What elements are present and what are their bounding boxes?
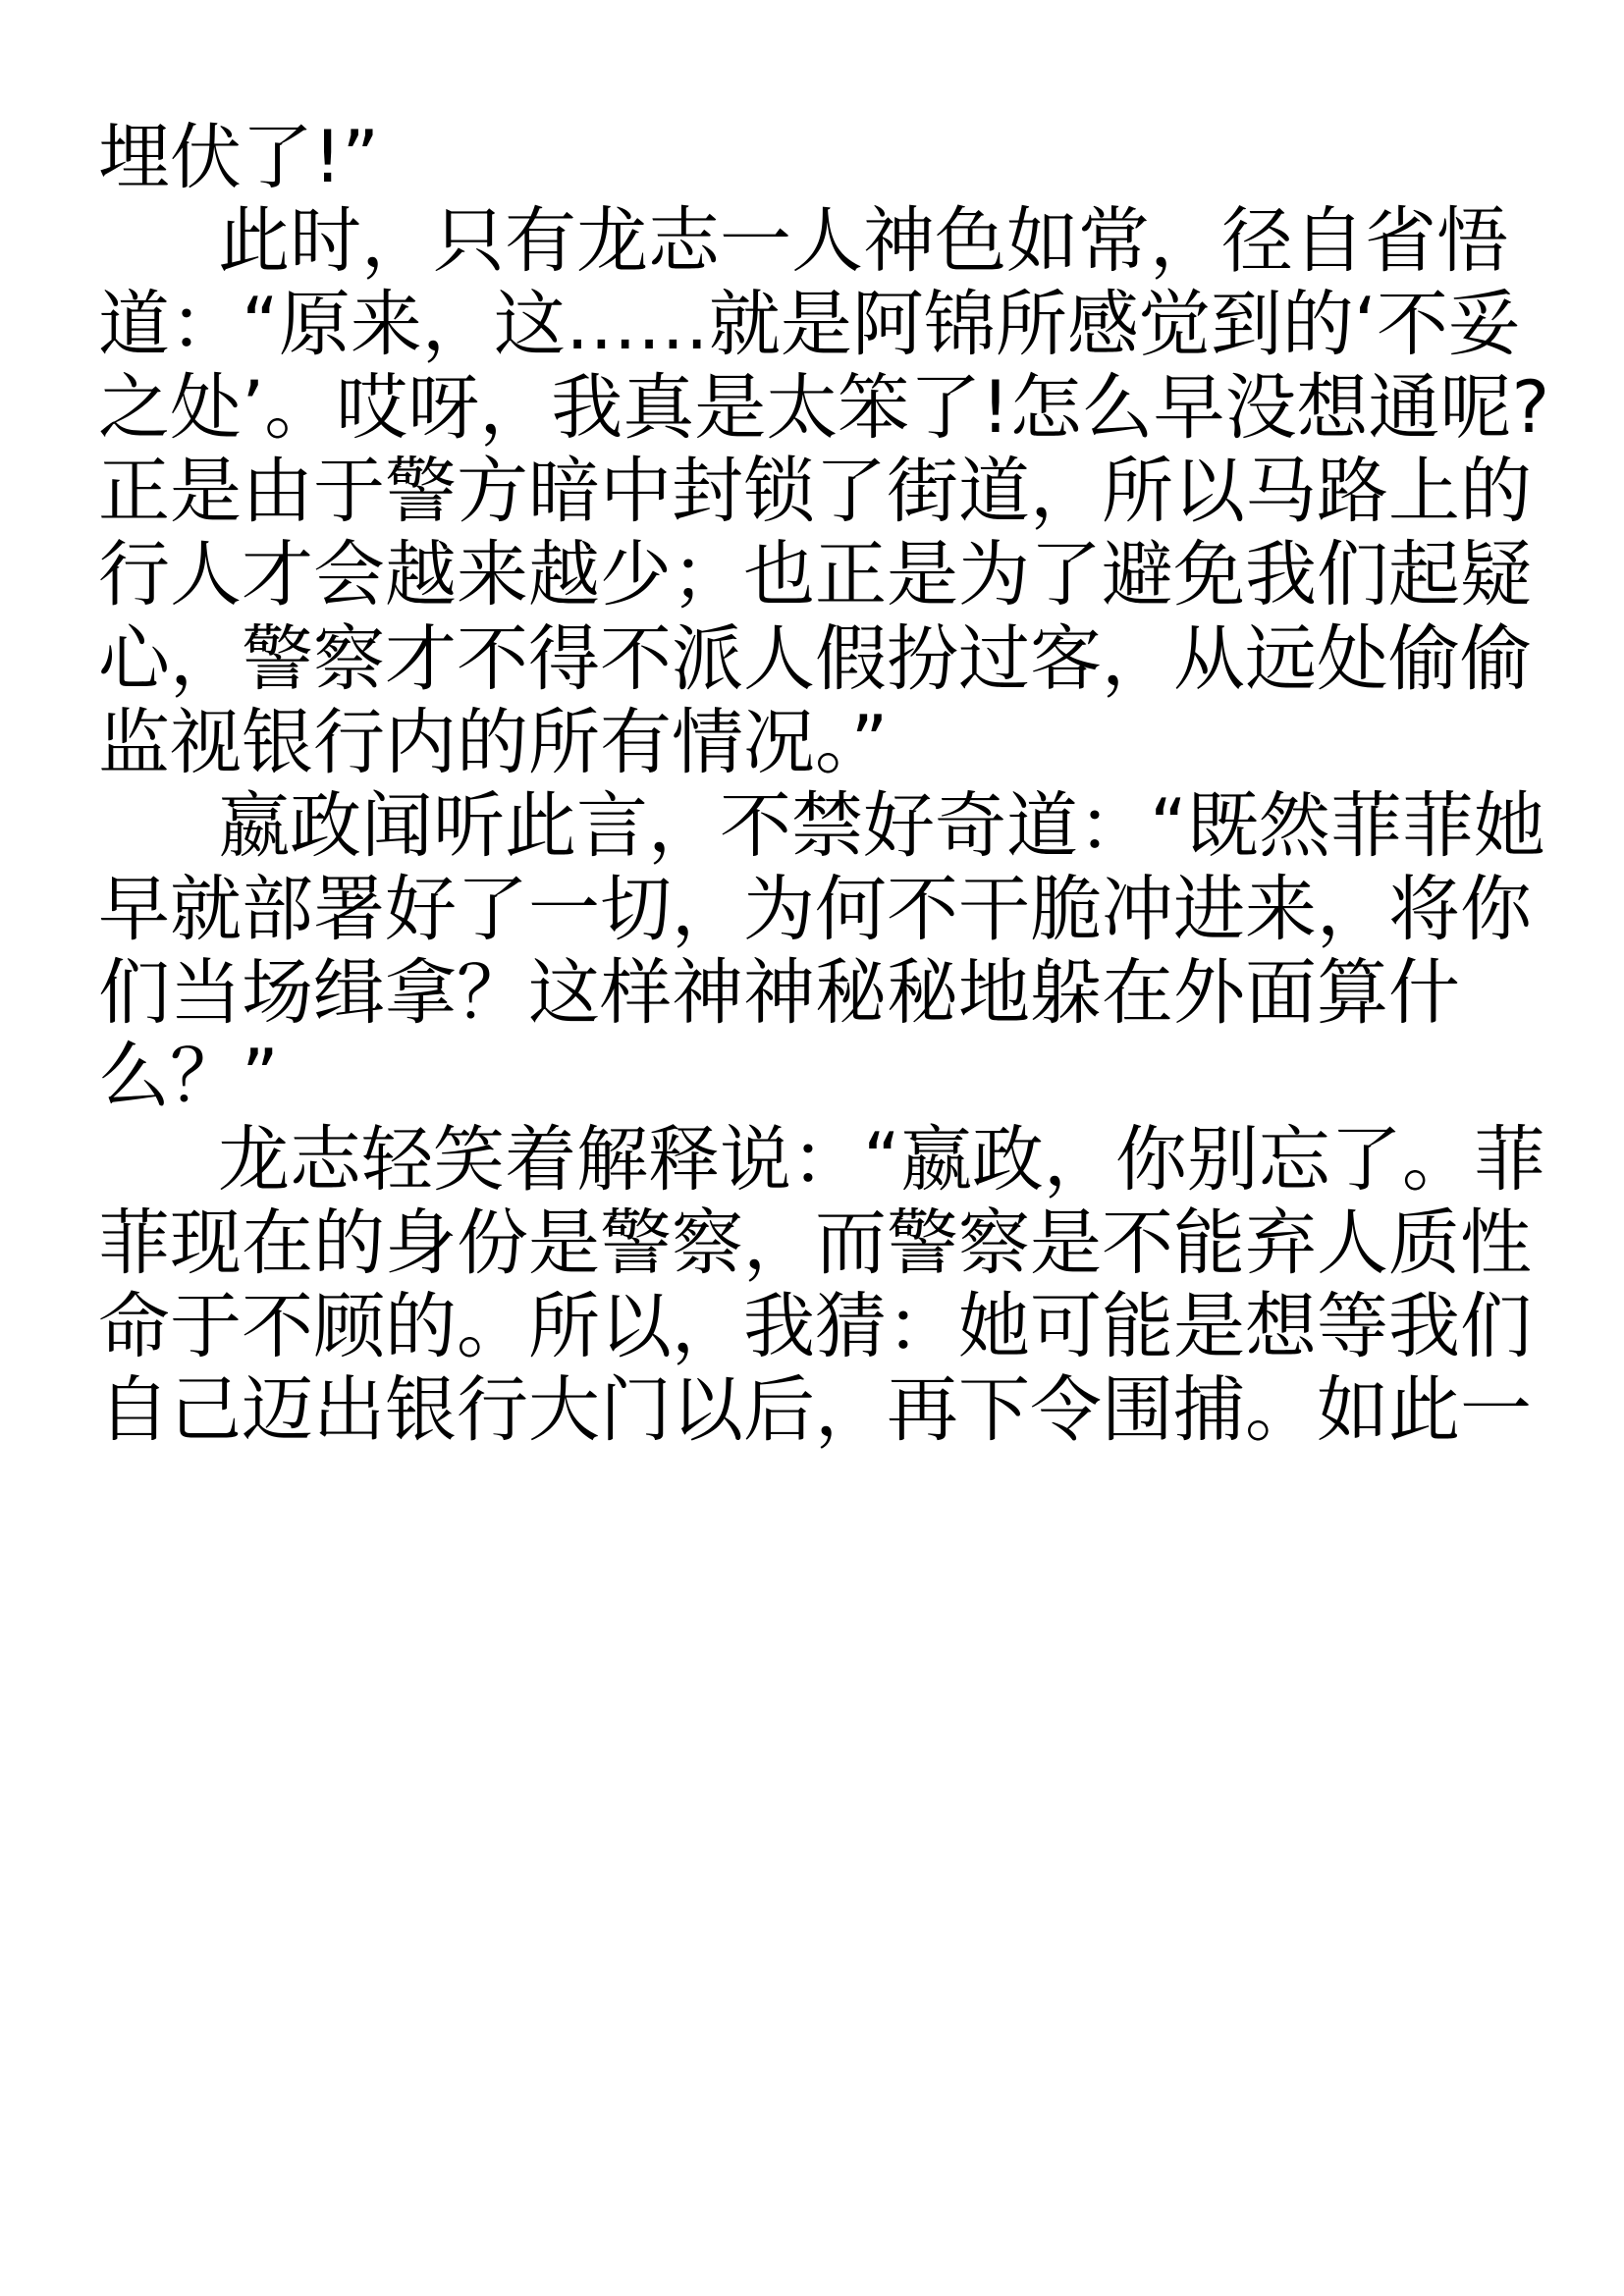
text-line: 监视银行内的所有情况。” — [98, 700, 889, 784]
text-line: 行人才会越来越少；也正是为了避免我们起疑 — [98, 533, 1532, 617]
text-line: 嬴政闻听此言，不禁好奇道：“既然菲菲她 — [218, 783, 1545, 868]
text-line: 命于不顾的。所以，我猜：她可能是想等我们 — [98, 1285, 1532, 1369]
text-line: 正是由于警方暗中封锁了街道，所以马路上的 — [98, 450, 1532, 534]
text-line: 早就部署好了一切，为何不干脆冲进来，将你 — [98, 867, 1532, 951]
text-line: 埋伏了!” — [98, 116, 380, 199]
text-line: 道：“原来，这……就是阿锦所感觉到的‘不妥 — [98, 283, 1521, 367]
text-line: 们当场缉拿？这样神神秘秘地躲在外面算什 — [98, 950, 1460, 1035]
text-line: 菲现在的身份是警察，而警察是不能弃人质性 — [98, 1201, 1532, 1286]
text-line: 此时，只有龙志一人神色如常，径自省悟 — [218, 199, 1508, 284]
text-line: 自己迈出银行大门以后，再下令围捕。如此一 — [98, 1368, 1532, 1453]
text-line: 龙志轻笑着解释说：“嬴政，你别忘了。菲 — [218, 1118, 1545, 1202]
document-body — [98, 116, 1550, 1453]
text-line: 么？” — [98, 1035, 279, 1119]
text-line: 之处’。哎呀，我真是太笨了!怎么早没想通呢? — [98, 366, 1550, 451]
text-line: 心，警察才不得不派人假扮过客，从远处偷偷 — [98, 616, 1532, 701]
